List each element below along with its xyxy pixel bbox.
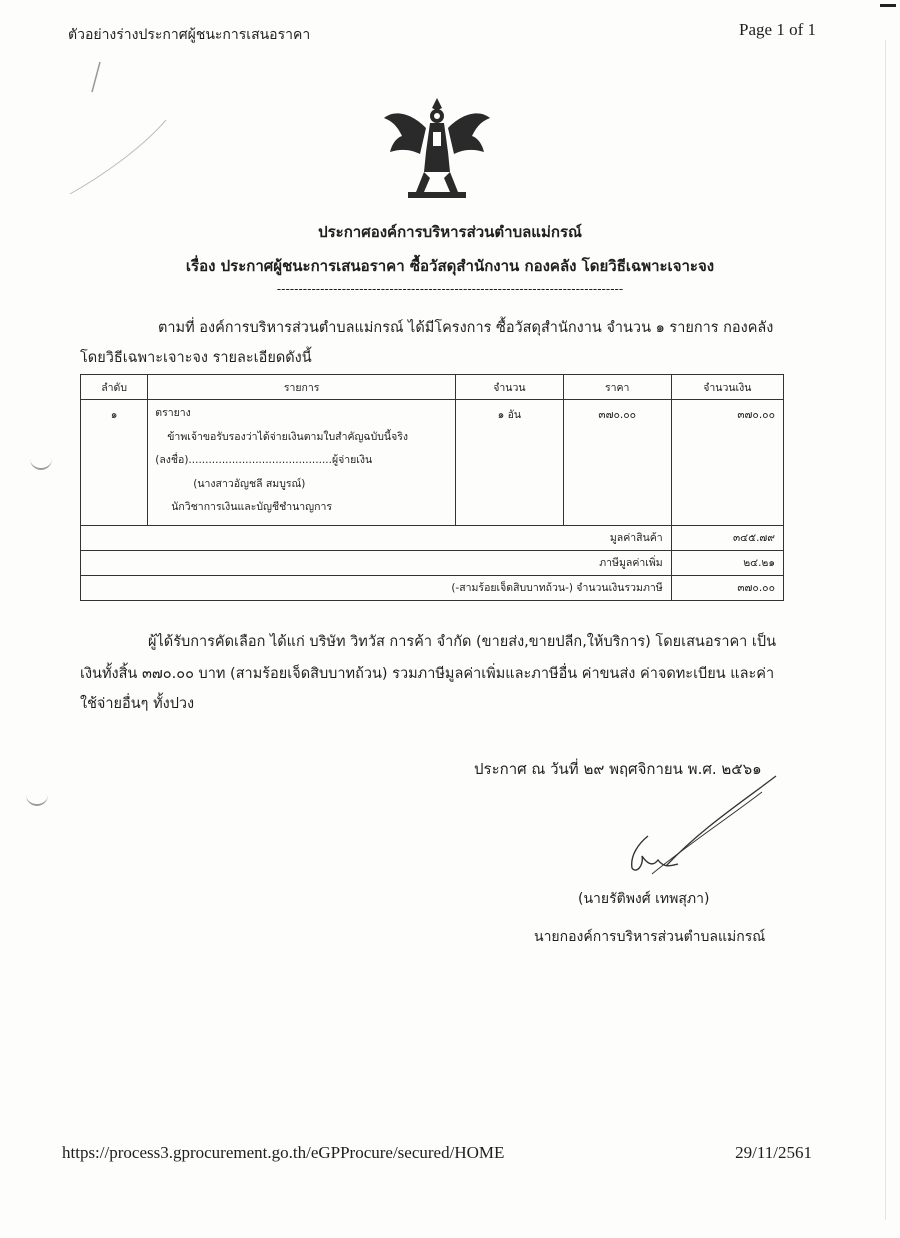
award-paragraph-line: ผู้ได้รับการคัดเลือก ได้แก่ บริษัท วิทวัส การค้า จำกัด (ขายส่ง,ขายปลีก,ให้บริการ) โดยเสนอราคา เป็น <box>148 634 776 650</box>
page-number: Page 1 of 1 <box>739 20 816 39</box>
row-price: ๓๗๐.๐๐ <box>563 400 671 526</box>
award-paragraph-line: ใช้จ่ายอื่นๆ ทั้งปวง <box>80 696 195 712</box>
summary-value: ๒๔.๒๑ <box>671 550 783 575</box>
header-item: รายการ <box>148 375 456 400</box>
signer-position: นายกองค์การบริหารส่วนตำบลแม่กรณ์ <box>534 929 766 945</box>
summary-label: มูลค่าสินค้า <box>81 525 672 550</box>
item-line: (นางสาวอัญชลี สมบูรณ์) <box>193 477 306 490</box>
summary-row-vat <box>81 550 784 575</box>
item-line: ข้าพเจ้าขอรับรองว่าได้จ่ายเงินตามใบสำคัญฉบับนี้จริง <box>167 430 409 443</box>
summary-row-total <box>81 575 784 600</box>
intro-paragraph-line: โดยวิธีเฉพาะเจาะจง รายละเอียดดังนี้ <box>80 350 312 366</box>
header-qty: จำนวน <box>456 375 564 400</box>
table-row <box>81 400 784 526</box>
item-line: (ลงชื่อ)...........................................ผู้จ่ายเงิน <box>155 454 373 466</box>
table-header-row <box>81 375 784 400</box>
punch-hole-mark <box>30 458 52 470</box>
garuda-emblem-icon <box>380 92 494 202</box>
header-price: ราคา <box>563 375 671 400</box>
summary-value: ๓๔๕.๗๙ <box>671 525 783 550</box>
summary-label: (-สามร้อยเจ็ดสิบบาทถ้วน-) จำนวนเงินรวมภาษี <box>81 575 672 600</box>
header-no: ลำดับ <box>81 375 148 400</box>
item-line: ตรายาง <box>155 407 191 419</box>
footer-date: 29/11/2561 <box>735 1143 812 1162</box>
row-item <box>148 400 456 526</box>
summary-value: ๓๗๐.๐๐ <box>671 575 783 600</box>
announcement-title: ประกาศองค์การบริหารส่วนตำบลแม่กรณ์ <box>318 223 582 241</box>
header-amount: จำนวนเงิน <box>671 375 783 400</box>
pen-scratch-marks <box>62 58 182 198</box>
handwritten-signature <box>612 770 782 880</box>
footer-url: https://process3.gprocurement.go.th/eGPProcure/secured/HOME <box>62 1143 505 1162</box>
item-line: นักวิชาการเงินและบัญชีชำนาญการ <box>171 501 333 513</box>
row-amount: ๓๗๐.๐๐ <box>671 400 783 526</box>
summary-row-subtotal <box>81 525 784 550</box>
title-divider: -------------------------------------------------------------------------------- <box>276 282 624 296</box>
announcement-subject: เรื่อง ประกาศผู้ชนะการเสนอราคา ซื้อวัสดุสำนักงาน กองคลัง โดยวิธีเฉพาะเจาะจง <box>185 257 715 275</box>
signer-name: (นายรัติพงศ์ เทพสุภา) <box>578 891 710 907</box>
row-qty: ๑ อัน <box>456 400 564 526</box>
scan-edge-line <box>885 40 886 1220</box>
punch-hole-mark <box>26 794 48 806</box>
row-no: ๑ <box>81 400 148 526</box>
summary-label: ภาษีมูลค่าเพิ่ม <box>81 550 672 575</box>
announcement-date: ประกาศ ณ วันที่ ๒๙ พฤศจิกายน พ.ศ. ๒๕๖๑ <box>474 760 762 778</box>
items-table <box>80 374 784 601</box>
intro-paragraph-line: ตามที่ องค์การบริหารส่วนตำบลแม่กรณ์ ได้มีโครงการ ซื้อวัสดุสำนักงาน จำนวน ๑ รายการ กองคลัง <box>158 320 774 336</box>
scan-edge-mark <box>880 4 896 7</box>
browser-page-title: ตัวอย่างร่างประกาศผู้ชนะการเสนอราคา <box>68 27 311 43</box>
award-paragraph-line: เงินทั้งสิ้น ๓๗๐.๐๐ บาท (สามร้อยเจ็ดสิบบาทถ้วน) รวมภาษีมูลค่าเพิ่มและภาษีอื่น ค่าขนส่ง ค่าจดทะเบียน และค่า <box>80 666 775 682</box>
